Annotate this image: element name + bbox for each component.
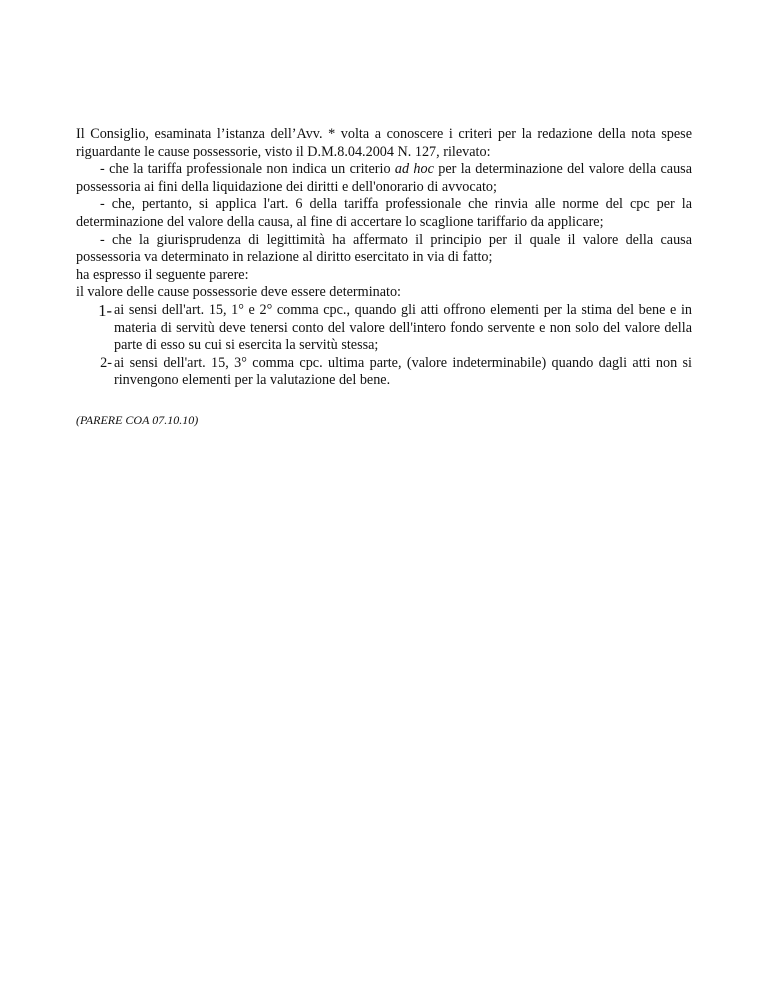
value-line: il valore delle cause possessorie deve essere determinato:	[76, 284, 402, 301]
consideration-giurisprudenza: - che la giurisprudenza di legittimità ha affermato il principio per il quale il valore della causa possessoria va determinato in relazione al diritto esercitato in via di fatto;	[76, 231, 692, 266]
ad-hoc-emphasis: ad hoc	[394, 161, 434, 178]
source-note: (PARERE COA 07.10.10)	[76, 412, 199, 427]
point-text: ai sensi dell'art. 15, 3° comma cpc. ultima parte, (valore indeterminabile) quando dagli atti non si rinvengono elementi per la valutazione del bene.	[114, 354, 692, 389]
consideration-text-before: - che la tariffa professionale non indica un criterio	[100, 161, 395, 178]
point-number: 2-	[100, 354, 112, 371]
point-number: 1-	[98, 300, 112, 320]
opinion-point	[76, 355, 692, 390]
document-body	[76, 126, 692, 430]
consideration-art-6: - che, pertanto, si applica l'art. 6 della tariffa professionale che rinvia alle norme del cpc per la determinazione del valore della causa, al fine di accertare lo scaglione tariffario da applicare;	[76, 196, 692, 230]
intro-paragraph: Il Consiglio, esaminata l’istanza dell’Avv. * volta a conoscere i criteri per la redazione della nota spese riguardante le cause possessorie, visto il D.M.8.04.2004 N. 127, rilevato:	[76, 126, 692, 160]
point-text: ai sensi dell'art. 15, 1° e 2° comma cpc., quando gli atti offrono elementi per la stima del bene e in materia di servitù deve tenersi conto del valore dell'intero fondo servente e non solo del valore della parte di esso su cui si esercita la servitù stessa;	[114, 301, 692, 354]
opinion-line: ha espresso il seguente parere:	[76, 266, 249, 283]
consideration-ad-hoc	[76, 161, 692, 196]
opinion-point	[76, 302, 692, 355]
opinion-points-list	[76, 302, 692, 390]
consideration-text-after: per la determinazione del valore della causa possessoria ai fini della liquidazione dei diritti e dell'onorario di avvocato;	[76, 161, 692, 195]
